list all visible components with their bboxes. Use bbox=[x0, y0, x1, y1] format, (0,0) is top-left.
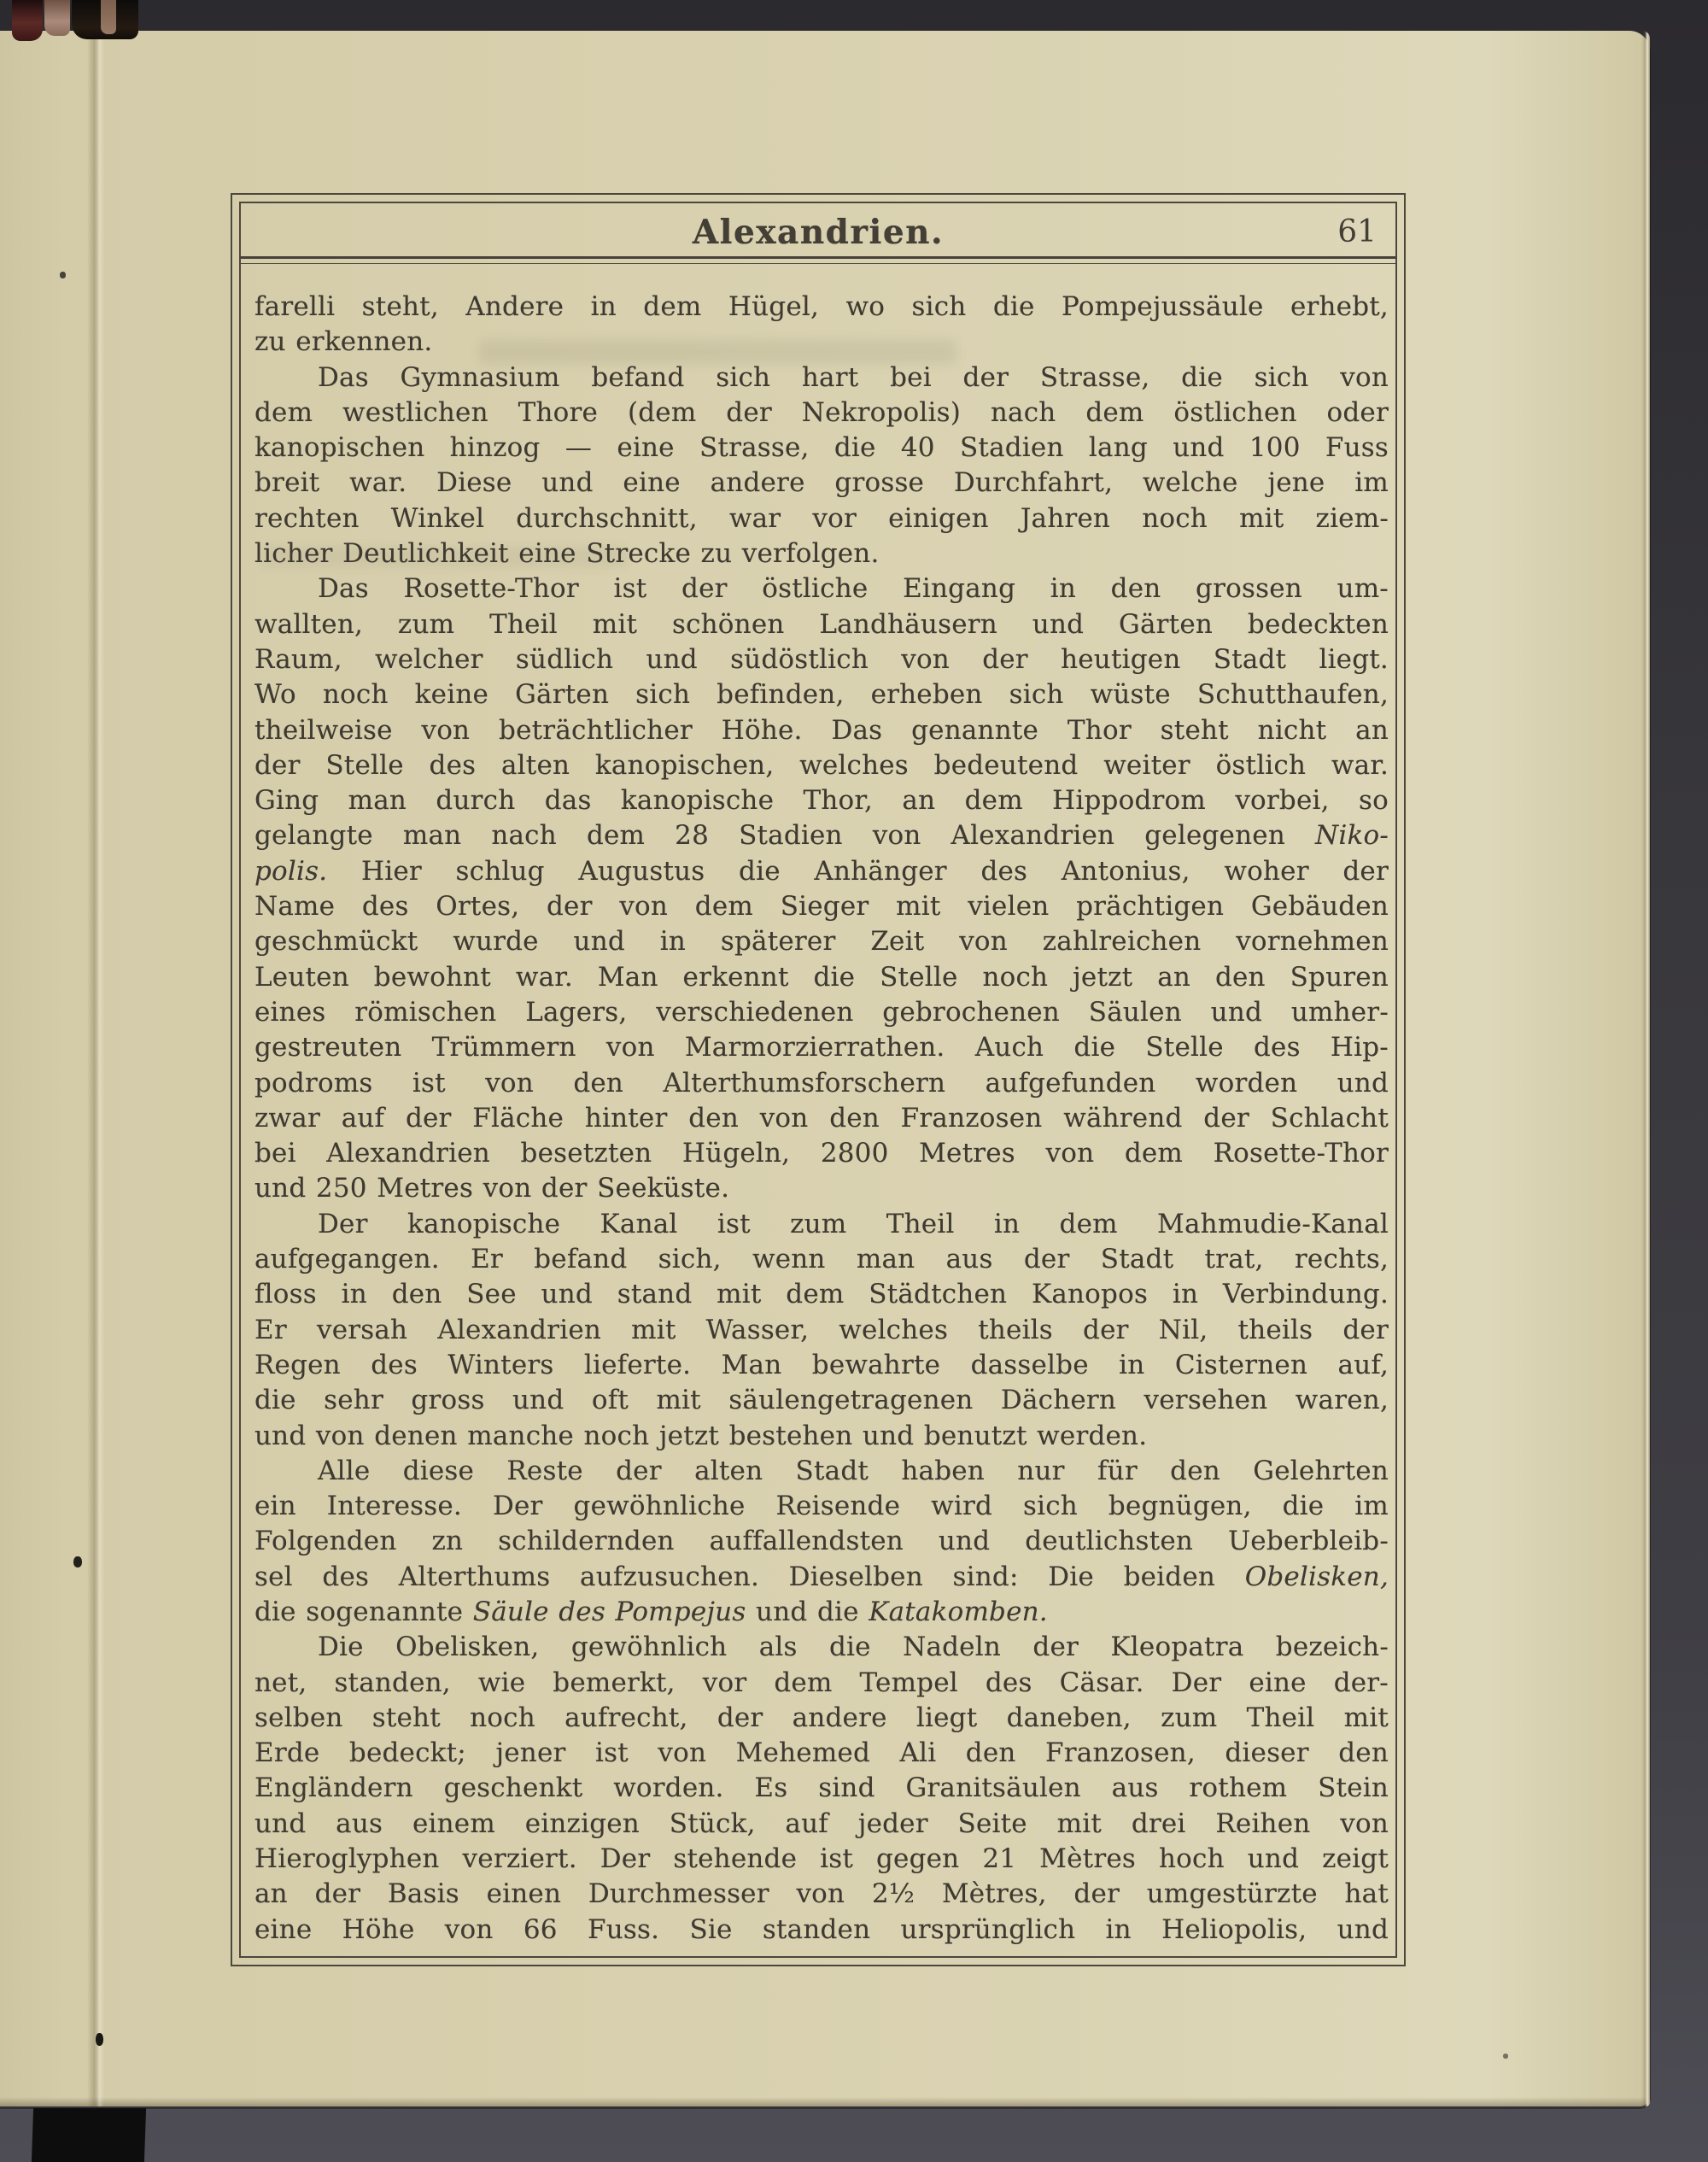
ink-speck bbox=[73, 1556, 82, 1567]
text-line bbox=[254, 960, 1389, 995]
text-segment: und von denen manche noch jetzt bestehen und benutzt werden. bbox=[254, 1420, 1148, 1451]
text-line bbox=[254, 1383, 1389, 1418]
text-line bbox=[254, 1807, 1389, 1842]
text-line bbox=[254, 536, 1389, 571]
text-line bbox=[254, 1313, 1389, 1348]
text-segment: sel des Alterthums aufzusuchen. Dieselben sind: Die beiden bbox=[254, 1561, 1245, 1592]
text-line bbox=[254, 642, 1389, 677]
page-gutter-crease bbox=[87, 31, 104, 2106]
text-segment: Der kanopische Kanal ist zum Theil in dem Mahmudie-Kanal bbox=[318, 1208, 1389, 1239]
text-line bbox=[254, 995, 1389, 1030]
text-segment: gestreuten Trümmern von Marmorzierrathen. Auch die Stelle des Hip- bbox=[254, 1032, 1389, 1063]
text-segment: dem westlichen Thore (dem der Nekropolis) nach dem östlichen oder bbox=[254, 396, 1389, 428]
text-line bbox=[254, 818, 1389, 853]
text-segment: und 250 Metres von der Seeküste. bbox=[254, 1173, 730, 1204]
page-border-frame bbox=[231, 193, 1406, 1966]
text-line bbox=[254, 571, 1389, 606]
text-line bbox=[254, 1771, 1389, 1806]
text-segment: die sehr gross und oft mit säulengetragenen Dächern versehen waren, bbox=[254, 1385, 1389, 1416]
text-segment: Leuten bewohnt war. Man erkennt die Stelle noch jetzt an den Spuren bbox=[254, 961, 1389, 993]
text-segment: und aus einem einzigen Stück, auf jeder Seite mit drei Reihen von bbox=[254, 1808, 1389, 1839]
text-segment: net, standen, wie bemerkt, vor dem Tempel des Cäsar. Der eine der- bbox=[254, 1667, 1389, 1698]
text-segment: Wo noch keine Gärten sich befinden, erheben sich wüste Schutthaufen, bbox=[254, 679, 1389, 711]
text-segment: Name des Ortes, der von dem Sieger mit vielen prächtigen Gebäuden bbox=[254, 891, 1389, 923]
text-line bbox=[254, 431, 1389, 466]
italic-text-segment: Katakomben. bbox=[869, 1596, 1048, 1627]
text-line bbox=[254, 1277, 1389, 1312]
text-line bbox=[254, 1242, 1389, 1277]
text-line bbox=[254, 1101, 1389, 1136]
text-line bbox=[254, 1207, 1389, 1242]
text-segment: und die bbox=[746, 1596, 869, 1627]
text-line bbox=[254, 360, 1389, 395]
text-segment: gelangte man nach dem 28 Stadien von Alexandrien gelegenen bbox=[254, 820, 1316, 852]
text-segment: eine Höhe von 66 Fuss. Sie standen ursprünglich in Heliopolis, und bbox=[254, 1913, 1389, 1945]
page-border-frame-inner bbox=[239, 202, 1397, 1958]
binding-tab bbox=[32, 2108, 146, 2162]
text-segment: Ging man durch das kanopische Thor, an dem Hippodrom vorbei, so bbox=[254, 785, 1389, 817]
text-segment: rechten Winkel durchschnitt, war vor einigen Jahren noch mit ziem- bbox=[254, 502, 1389, 534]
binding-thread-icon bbox=[101, 0, 116, 34]
page-number: 61 bbox=[1337, 214, 1377, 249]
text-line bbox=[254, 607, 1389, 642]
italic-text-segment: Niko- bbox=[1315, 820, 1389, 852]
text-block bbox=[254, 290, 1389, 1948]
ink-speck bbox=[60, 272, 66, 278]
text-line bbox=[254, 1736, 1389, 1771]
text-segment: Er versah Alexandrien mit Wasser, welches theils der Nil, theils der bbox=[254, 1314, 1389, 1345]
text-segment: eines römischen Lagers, verschiedenen gebrochenen Säulen und umher- bbox=[254, 996, 1389, 1028]
text-segment: kanopischen hinzog — eine Strasse, die 40 Stadien lang und 100 Fuss bbox=[254, 432, 1389, 464]
text-segment: podroms ist von den Alterthumsforschern aufgefunden worden und bbox=[254, 1067, 1389, 1099]
text-segment: aufgegangen. Er befand sich, wenn man aus der Stadt trat, rechts, bbox=[254, 1244, 1389, 1275]
text-line bbox=[254, 713, 1389, 748]
text-segment: floss in den See und stand mit dem Städtchen Kanopos in Verbindung. bbox=[254, 1279, 1389, 1310]
text-line bbox=[254, 1701, 1389, 1736]
text-segment: zu erkennen. bbox=[254, 326, 433, 358]
text-line bbox=[254, 889, 1389, 924]
text-segment: selben steht noch aufrecht, der andere liegt daneben, zum Theil mit bbox=[254, 1702, 1389, 1733]
text-line bbox=[254, 501, 1389, 536]
text-segment: Alle diese Reste der alten Stadt haben nur für den Gelehrten bbox=[318, 1455, 1389, 1486]
page-title: Alexandrien. bbox=[692, 213, 945, 252]
text-segment: Regen des Winters lieferte. Man bewahrte dasselbe in Cisternen auf, bbox=[254, 1349, 1389, 1380]
text-segment: Hier schlug Augustus die Anhänger des Antonius, woher der bbox=[327, 855, 1389, 887]
text-line bbox=[254, 290, 1389, 325]
text-segment: licher Deutlichkeit eine Strecke zu verfolgen. bbox=[254, 538, 880, 570]
text-segment: geschmückt wurde und in späterer Zeit von zahlreichen vornehmen bbox=[254, 926, 1389, 958]
text-line bbox=[254, 1524, 1389, 1559]
ink-speck bbox=[96, 2033, 103, 2046]
binding-thread-icon bbox=[44, 0, 70, 36]
italic-text-segment: Obelisken, bbox=[1244, 1561, 1389, 1592]
text-segment: Raum, welcher südlich und südöstlich von der heutigen Stadt liegt. bbox=[254, 643, 1389, 675]
running-header bbox=[241, 208, 1395, 256]
text-segment: theilweise von beträchtlicher Höhe. Das genannte Thor steht nicht an bbox=[254, 714, 1389, 746]
text-segment: an der Basis einen Durchmesser von 2½ Mètres, der umgestürzte hat bbox=[254, 1878, 1389, 1910]
text-line bbox=[254, 1842, 1389, 1877]
text-line bbox=[254, 748, 1389, 783]
text-line bbox=[254, 1913, 1389, 1948]
text-line bbox=[254, 466, 1389, 501]
text-line bbox=[254, 1630, 1389, 1665]
text-line bbox=[254, 1595, 1389, 1630]
text-segment: bei Alexandrien besetzten Hügeln, 2800 Metres von dem Rosette-Thor bbox=[254, 1138, 1389, 1169]
text-segment: Die Obelisken, gewöhnlich als die Nadeln der Kleopatra bezeich- bbox=[318, 1632, 1389, 1663]
text-line bbox=[254, 783, 1389, 818]
text-line bbox=[254, 325, 1389, 360]
italic-text-segment: Säule des Pompejus bbox=[472, 1596, 746, 1627]
text-segment: der Stelle des alten kanopischen, welches bedeutend weiter östlich war. bbox=[254, 749, 1389, 781]
text-segment: zwar auf der Fläche hinter den von den Franzosen während der Schlacht bbox=[254, 1102, 1389, 1134]
text-line bbox=[254, 395, 1389, 431]
text-line bbox=[254, 1877, 1389, 1912]
header-rule bbox=[241, 256, 1395, 264]
text-segment: Engländern geschenkt worden. Es sind Granitsäulen aus rothem Stein bbox=[254, 1772, 1389, 1804]
text-line bbox=[254, 1666, 1389, 1701]
text-line bbox=[254, 1348, 1389, 1383]
text-segment: die sogenannte bbox=[254, 1596, 473, 1627]
text-segment: breit war. Diese und eine andere grosse Durchfahrt, welche jene im bbox=[254, 467, 1389, 499]
text-segment: Folgenden zn schildernden auffallendsten und deutlichsten Ueberbleib- bbox=[254, 1526, 1389, 1557]
text-line bbox=[254, 1454, 1389, 1489]
text-segment: wallten, zum Theil mit schönen Landhäusern und Gärten bedeckten bbox=[254, 608, 1389, 640]
text-line bbox=[254, 1066, 1389, 1101]
text-line bbox=[254, 1136, 1389, 1171]
book-page bbox=[0, 31, 1650, 2106]
text-line bbox=[254, 1030, 1389, 1065]
text-line bbox=[254, 1171, 1389, 1206]
text-line bbox=[254, 924, 1389, 959]
text-line bbox=[254, 1489, 1389, 1524]
text-line bbox=[254, 677, 1389, 712]
text-segment: ein Interesse. Der gewöhnliche Reisende wird sich begnügen, die im bbox=[254, 1491, 1389, 1522]
text-line bbox=[254, 1419, 1389, 1454]
text-segment: Das Rosette-Thor ist der östliche Eingang in den grossen um- bbox=[318, 573, 1389, 605]
text-segment: Hieroglyphen verziert. Der stehende ist gegen 21 Mètres hoch und zeigt bbox=[254, 1843, 1389, 1875]
binding-thread-icon bbox=[12, 0, 43, 41]
text-line bbox=[254, 854, 1389, 889]
ink-speck bbox=[1503, 2054, 1508, 2059]
text-segment: Das Gymnasium befand sich hart bei der Strasse, die sich von bbox=[318, 361, 1389, 393]
text-segment: farelli steht, Andere in dem Hügel, wo sich die Pompejussäule erhebt, bbox=[254, 291, 1389, 322]
text-line bbox=[254, 1560, 1389, 1595]
italic-text-segment: polis. bbox=[254, 855, 328, 887]
text-segment: Erde bedeckt; jener ist von Mehemed Ali den Franzosen, dieser den bbox=[254, 1737, 1389, 1769]
